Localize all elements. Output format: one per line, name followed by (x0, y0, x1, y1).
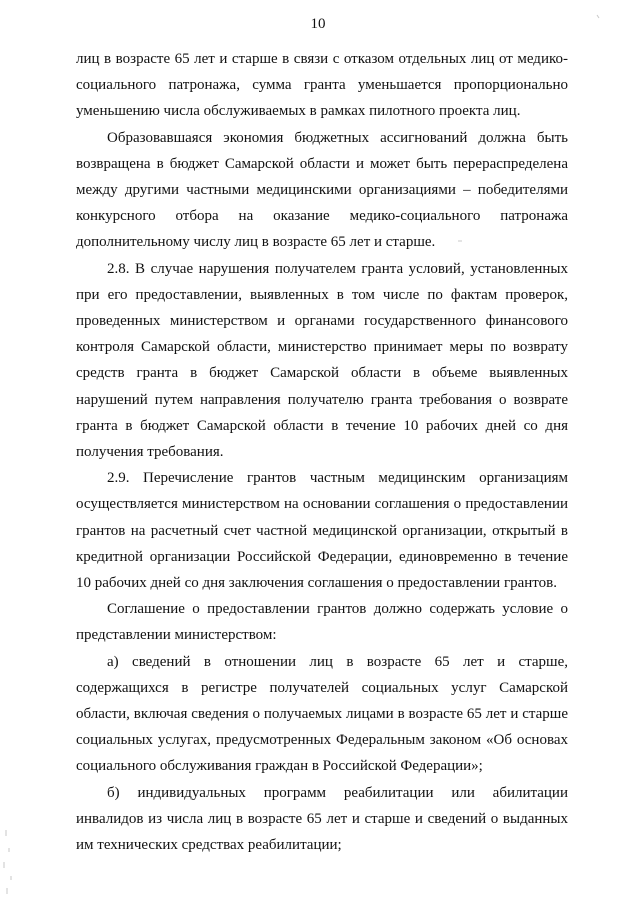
page-number: 10 (310, 16, 326, 32)
paragraph-agreement-conditions: Соглашение о предоставлении грантов должно содержать условие о представлении министерством: (76, 601, 568, 644)
paragraph-clause-2-9: 2.9. Перечисление грантов частным медицинским организациям осуществляется министерством на основании соглашения о предоставлении грантов на расчетный счет частной медицинской организации, открытый в кредитной организации Российской Федерации, единовременно в течение 10 рабочих дней со дня заключения соглашения о предоставлении грантов. (76, 470, 568, 592)
paragraph-continuation: лиц в возрасте 65 лет и старше в связи с отказом отдельных лиц от медико-социального патронажа, сумма гранта уменьшается пропорционально уменьшению числа обслуживаемых в рамках пилотного проекта лиц. (76, 51, 568, 120)
paragraph-item-a: а) сведений в отношении лиц в возрасте 65 лет и старше, содержащихся в регистре получателей социальных услуг Самарской области, включая сведения о получаемых лицами в возрасте 65 лет и старше социальных услугах, предусмотренных Федеральным законом «Об основах социального обслуживания граждан в Российской Федерации»; (76, 653, 568, 775)
paragraph-budget-savings: Образовавшаяся экономия бюджетных ассигнований должна быть возвращена в бюджет Самарской области и может быть перераспределена между другими частными медицинскими организациями – победителями конкурсного отбора на оказание медико-социального патронажа дополнительному числу лиц в возрасте 65 лет и старше. (76, 129, 568, 251)
paragraph-item-b: б) индивидуальных программ реабилитации или абилитации инвалидов из числа лиц в возрасте 65 лет и старше и сведений о выданных им технических средствах реабилитации; (76, 784, 568, 854)
paragraph-clause-2-8: 2.8. В случае нарушения получателем гранта условий, установленных при его предоставлении, выявленных в том числе по фактам проверок, проведенных министерством и органами государственного финансового контроля Самарской области, министерство принимает меры по возврату средств гранта в бюджет Самарской области в объеме выявленных нарушений путем направления получателю гранта требования о возврате гранта в бюджет Самарской области в течение 10 рабочих дней со дня получения требования. (76, 260, 568, 461)
